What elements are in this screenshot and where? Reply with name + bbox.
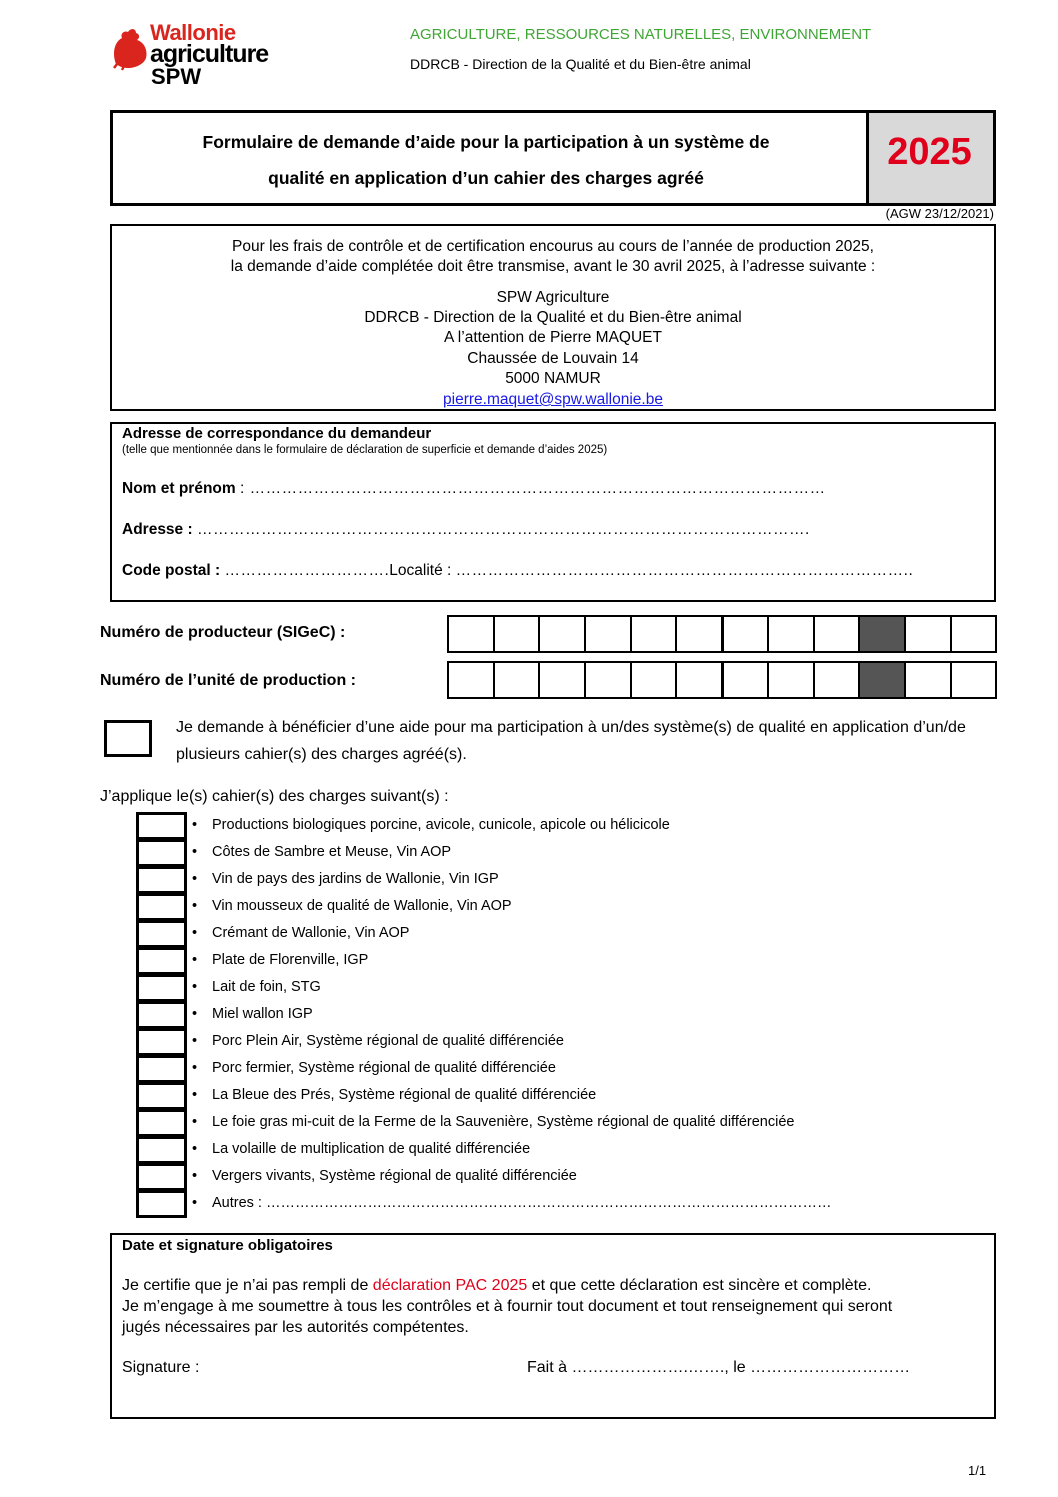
spec-checkbox[interactable] (136, 1028, 187, 1056)
applicant-section-subtitle: (telle que mentionnée dans le formulaire de déclaration de superficie et demande d’aides 2025) (122, 444, 608, 456)
spec-checkbox[interactable] (136, 947, 187, 975)
spec-checkbox[interactable] (136, 920, 187, 948)
name-field[interactable] (122, 480, 826, 498)
spec-item: • Crémant de Wallonie, Vin AOP (192, 925, 410, 941)
digit-cell[interactable] (586, 663, 632, 697)
separator-cell (860, 663, 906, 697)
spec-item: • Vin de pays des jardins de Wallonie, Vin IGP (192, 871, 499, 887)
locality-label: Localité : (389, 562, 452, 579)
wallonie-rooster-icon (108, 24, 156, 72)
digit-cell[interactable] (632, 617, 678, 651)
digit-cell[interactable] (677, 663, 723, 697)
page-number: 1/1 (968, 1463, 987, 1478)
digit-cell[interactable] (815, 663, 861, 697)
place-date-field[interactable] (527, 1357, 910, 1378)
info-line-2: la demande d’aide complétée doit être transmise, avant le 30 avril 2025, à l’adresse suivante : (230, 258, 876, 275)
production-unit-grid[interactable] (447, 661, 997, 699)
digit-cell[interactable] (769, 617, 815, 651)
digit-cell[interactable] (815, 617, 861, 651)
certification-line: Je certifie que je n’ai pas rempli de déclaration PAC 2025 et que cette déclaration est sincère et complète. (122, 1277, 872, 1294)
separator-cell (860, 617, 906, 651)
digit-cell[interactable] (677, 617, 723, 651)
address-line-3: A l’attention de Pierre MAQUET (444, 329, 662, 346)
address-line-2: DDRCB - Direction de la Qualité et du Bien-être animal (364, 309, 742, 326)
digit-cell[interactable] (449, 663, 495, 697)
digit-cell[interactable] (540, 617, 586, 651)
place-date-dots: ………………….……., le ………………………… (571, 1359, 911, 1376)
department-title: AGRICULTURE, RESSOURCES NATURELLES, ENVIRONNEMENT (410, 26, 872, 43)
legal-reference: (AGW 23/12/2021) (885, 206, 994, 221)
address-dots: ……………………………………………………………………………………………………. (196, 521, 810, 538)
spec-item: • Vergers vivants, Système régional de qualité différenciée (192, 1168, 577, 1184)
postal-dots: …………………………. (224, 562, 390, 579)
pac-highlight: déclaration PAC 2025 (372, 1277, 528, 1294)
contact-email-link[interactable]: pierre.maquet@spw.wallonie.be (443, 391, 663, 408)
spec-item: • Autres : ……………………………………………………………………………………………………… (192, 1195, 832, 1211)
spec-item: • Vin mousseux de qualité de Wallonie, Vin AOP (192, 898, 512, 914)
digit-cell[interactable] (906, 663, 952, 697)
commitment-line-2: jugés nécessaires par les autorités compétentes. (122, 1319, 469, 1336)
spec-item: • Le foie gras mi-cuit de la Ferme de la Sauvenière, Système régional de qualité différenciée (192, 1114, 795, 1130)
specifications-intro: J’applique le(s) cahier(s) des charges suivant(s) : (100, 788, 449, 805)
form-title-line2: qualité en application d’un cahier des charges agréé (268, 168, 704, 188)
logo-spw-text: SPW (151, 64, 202, 89)
spec-item: • Porc fermier, Système régional de qualité différenciée (192, 1060, 556, 1076)
spec-checkbox[interactable] (136, 1082, 187, 1110)
spec-checkbox[interactable] (136, 1055, 187, 1083)
signature-label: Signature : (122, 1359, 200, 1376)
spec-checkbox[interactable] (136, 974, 187, 1002)
address-field[interactable] (122, 521, 810, 539)
digit-cell[interactable] (952, 663, 998, 697)
digit-cell[interactable] (495, 663, 541, 697)
name-dots: : ……………………………………………………………………………………………… (240, 480, 826, 497)
aid-request-checkbox[interactable] (104, 720, 152, 757)
spec-checkbox[interactable] (136, 866, 187, 894)
production-unit-label: Numéro de l’unité de production : (100, 672, 356, 689)
digit-cell[interactable] (906, 617, 952, 651)
name-label: Nom et prénom (122, 480, 236, 497)
digit-cell[interactable] (449, 617, 495, 651)
digit-cell[interactable] (769, 663, 815, 697)
spec-checkbox[interactable] (136, 893, 187, 921)
spec-item: • La Bleue des Prés, Système régional de qualité différenciée (192, 1087, 597, 1103)
spec-checkbox[interactable] (136, 812, 187, 840)
form-title (126, 124, 846, 196)
form-year: 2025 (887, 131, 972, 173)
address-line-1: SPW Agriculture (496, 289, 610, 306)
aid-request-text: Je demande à bénéficier d’une aide pour ma participation à un/des système(s) de qualité en application d’un/de plusieurs cahier(s) des charges agréé(s). (176, 719, 966, 763)
digit-cell[interactable] (723, 663, 769, 697)
digit-cell[interactable] (495, 617, 541, 651)
fait-label: Fait à (527, 1359, 568, 1376)
digit-cell[interactable] (540, 663, 586, 697)
info-line-1: Pour les frais de contrôle et de certification encourus au cours de l’année de production 2025, (232, 238, 874, 255)
commitment-line-1: Je m’engage à me soumettre à tous les contrôles et à fournir tout document et tout renseignement qui seront (122, 1298, 893, 1315)
signature-section-title: Date et signature obligatoires (122, 1237, 333, 1254)
locality-dots: ………………………………………………………………………….. (455, 562, 914, 579)
form-title-line1: Formulaire de demande d’aide pour la participation à un système de (202, 132, 770, 152)
spec-checkbox[interactable] (136, 1163, 187, 1191)
digit-cell[interactable] (586, 617, 632, 651)
address-line-4: Chaussée de Louvain 14 (467, 350, 639, 367)
spec-checkbox[interactable] (136, 1109, 187, 1137)
postal-label: Code postal : (122, 562, 221, 579)
spec-item: • Porc Plein Air, Système régional de qualité différenciée (192, 1033, 564, 1049)
spec-checkbox[interactable] (136, 1001, 187, 1029)
producer-number-label: Numéro de producteur (SIGeC) : (100, 624, 346, 641)
spec-checkbox[interactable] (136, 1136, 187, 1164)
address-line-5: 5000 NAMUR (505, 370, 601, 387)
postal-code-field[interactable] (122, 562, 913, 580)
applicant-section-title: Adresse de correspondance du demandeur (122, 425, 432, 442)
spec-item: • La volaille de multiplication de qualité différenciée (192, 1141, 531, 1157)
spec-item: • Miel wallon IGP (192, 1006, 313, 1022)
spec-item: • Productions biologiques porcine, avicole, cunicole, apicole ou hélicicole (192, 817, 670, 833)
logo-agriculture-text: agriculture (150, 40, 269, 68)
spec-item: • Lait de foin, STG (192, 979, 321, 995)
spec-checkbox[interactable] (136, 1190, 187, 1218)
spec-checkbox[interactable] (136, 839, 187, 867)
spec-item: • Côtes de Sambre et Meuse, Vin AOP (192, 844, 452, 860)
address-label: Adresse : (122, 521, 193, 538)
digit-cell[interactable] (952, 617, 998, 651)
producer-number-grid[interactable] (447, 615, 997, 653)
direction-title: DDRCB - Direction de la Qualité et du Bien-être animal (410, 56, 751, 72)
spec-item: • Plate de Florenville, IGP (192, 952, 369, 968)
logo-wallonie-text: Wallonie (150, 20, 236, 45)
digit-cell[interactable] (632, 663, 678, 697)
digit-cell[interactable] (723, 617, 769, 651)
